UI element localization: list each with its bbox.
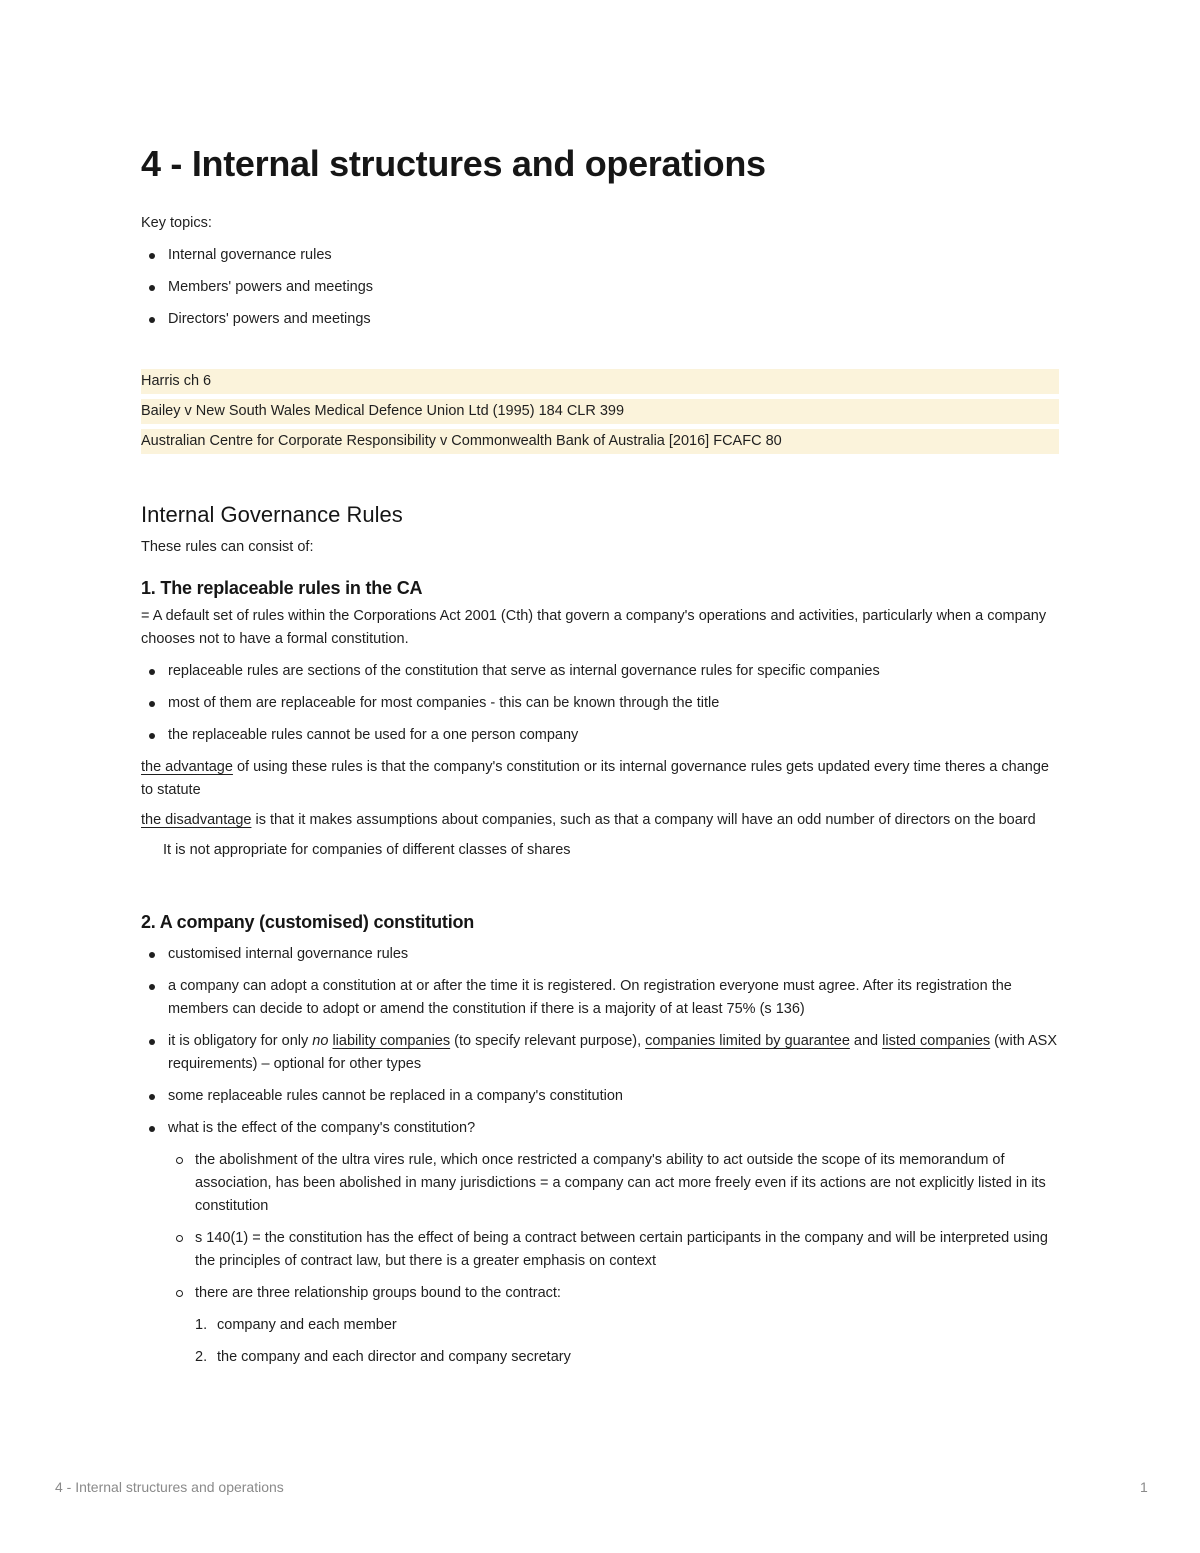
subsection-heading: 2. A company (customised) constitution: [141, 912, 475, 932]
page-title: 4 - Internal structures and operations: [141, 143, 766, 184]
text-run: and: [849, 1033, 883, 1049]
advantage-label: the advantage: [141, 759, 233, 775]
underlined-term: listed companies: [882, 1033, 991, 1049]
list-item: Members' powers and meetings: [141, 276, 1061, 299]
list-item: Directors' powers and meetings: [141, 308, 1061, 331]
key-topics-list: [141, 244, 1061, 331]
references-block: [141, 369, 1061, 454]
text-run: (with ASX requirements) – optional for other types: [168, 1033, 1058, 1072]
list-item: the replaceable rules cannot be used for a one person company: [141, 724, 1061, 747]
subsection-heading: 1. The replaceable rules in the CA: [141, 578, 423, 598]
indented-note: It is not appropriate for companies of different classes of shares: [163, 842, 571, 858]
advantage-paragraph: [141, 756, 1061, 802]
effect-sublist: [168, 1149, 1061, 1369]
underlined-term: liability companies: [332, 1033, 451, 1049]
page-content: [141, 140, 1061, 1369]
item-number: 2.: [195, 1349, 208, 1365]
list-item: some replaceable rules cannot be replaced in a company's constitution: [141, 1085, 1061, 1108]
numbered-item: [195, 1346, 1061, 1369]
list-item: customised internal governance rules: [141, 943, 1061, 966]
text-run: there are three relationship groups bound to the contract:: [195, 1285, 561, 1301]
sublist-item: [168, 1282, 1061, 1369]
sublist-item: the abolishment of the ultra vires rule, which once restricted a company's ability to act outside the scope of its memorandum of association, has been abolished in many jurisdictions = a company can act more freely even if its actions are not explicitly listed in its constitution: [168, 1149, 1061, 1218]
list-item: [141, 1030, 1061, 1076]
section-intro: These rules can consist of:: [141, 539, 314, 555]
numbered-item: [195, 1314, 1061, 1337]
list-item: replaceable rules are sections of the constitution that serve as internal governance rules for specific companies: [141, 660, 1061, 683]
list-item: most of them are replaceable for most companies - this can be known through the title: [141, 692, 1061, 715]
key-topics-label: Key topics:: [141, 215, 212, 231]
list-item: [141, 1117, 1061, 1369]
list-item: a company can adopt a constitution at or after the time it is registered. On registration everyone must agree. After its registration the members can decide to adopt or amend the constitution if there is a majority of at least 75% (s 136): [141, 975, 1061, 1021]
page-number: 1: [1140, 1479, 1148, 1495]
text-run: it is obligatory for only: [168, 1033, 313, 1049]
reference-item: Australian Centre for Corporate Responsibility v Commonwealth Bank of Australia [2016] FCAFC 80: [141, 429, 1059, 454]
disadvantage-paragraph: [141, 809, 1061, 832]
constitution-list: [141, 943, 1061, 1369]
text-run: company and each member: [217, 1317, 397, 1333]
replaceable-rules-list: [141, 660, 1061, 747]
underlined-term: companies limited by guarantee: [645, 1033, 850, 1049]
relationship-groups-list: [195, 1314, 1061, 1369]
reference-item: Bailey v New South Wales Medical Defence Union Ltd (1995) 184 CLR 399: [141, 399, 1059, 424]
advantage-text: of using these rules is that the company's constitution or its internal governance rules gets updated every time theres a change to statute: [141, 759, 1049, 798]
sublist-item: s 140(1) = the constitution has the effect of being a contract between certain participants in the company and will be interpreted using the principles of contract law, but there is a greater emphasis on context: [168, 1227, 1061, 1273]
section-heading: Internal Governance Rules: [141, 502, 403, 527]
text-run: the company and each director and company secretary: [217, 1349, 571, 1365]
definition-text: = A default set of rules within the Corporations Act 2001 (Cth) that govern a company's operations and activities, particularly when a company chooses not to have a formal constitution.: [141, 608, 1047, 647]
text-run: what is the effect of the company's constitution?: [168, 1120, 476, 1136]
footer-title: 4 - Internal structures and operations: [55, 1479, 284, 1495]
item-number: 1.: [195, 1317, 208, 1333]
reference-item: Harris ch 6: [141, 369, 1059, 394]
emphasis-text: no: [312, 1033, 329, 1049]
list-item: Internal governance rules: [141, 244, 1061, 267]
disadvantage-text: is that it makes assumptions about companies, such as that a company will have an odd number of directors on the board: [251, 812, 1036, 828]
text-run: (to specify relevant purpose),: [450, 1033, 646, 1049]
disadvantage-label: the disadvantage: [141, 812, 252, 828]
